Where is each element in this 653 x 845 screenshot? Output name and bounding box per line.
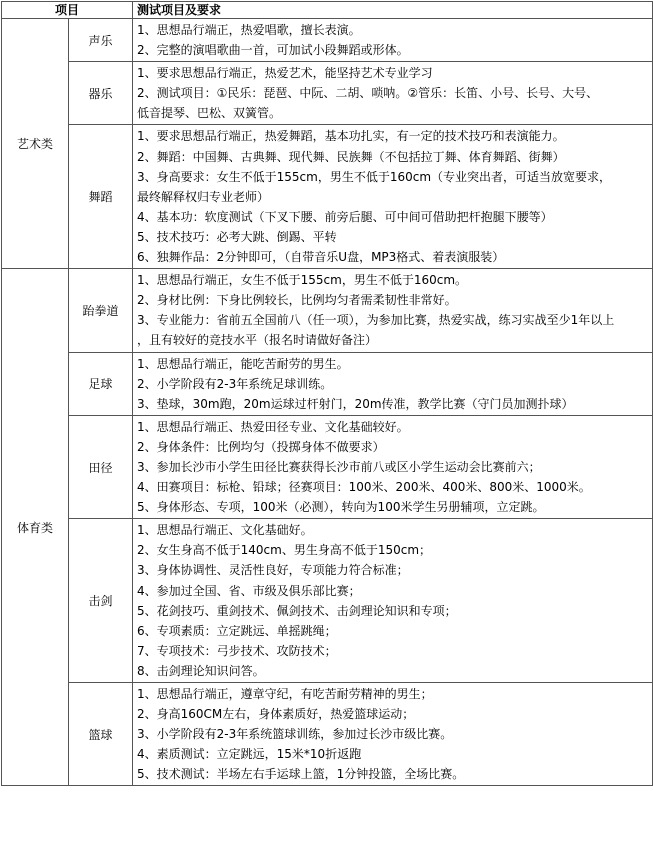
requirement-line: 5、花剑技巧、重剑技术、佩剑技术、击剑理论知识和专项； xyxy=(137,603,457,618)
requirement-line: 2、小学阶段有2-3年系统足球训练。 xyxy=(137,376,333,391)
requirement-line: 3、小学阶段有2-3年系统篮球训练，参加过长沙市级比赛。 xyxy=(137,727,453,742)
requirement-line: 2、完整的演唱歌曲一首，可加试小段舞蹈或形体。 xyxy=(137,43,409,58)
requirement-line: 1、要求思想品行端正，热爱艺术，能坚持艺术专业学习 xyxy=(137,66,433,81)
subject-name: 器乐 xyxy=(69,62,133,125)
requirement-line: 1、思想品行端正，女生不低于155cm，男生不低于160cm。 xyxy=(137,273,468,288)
header-row xyxy=(2,2,653,19)
requirement-line: 3、垫球，30m跑，20m运球过杆射门，20m传准，教学比赛（守门员加测扑球） xyxy=(137,396,574,411)
requirements-table xyxy=(1,1,653,786)
requirement-line: 1、思想品行端正，热爱唱歌，擅长表演。 xyxy=(137,23,361,37)
requirement-line: 2、身体条件：比例均匀（投掷身体不做要求） xyxy=(137,439,385,454)
requirement-line: 5、技术技巧：必考大跳、倒踢、平转 xyxy=(137,229,337,244)
requirement-line: 2、身材比例：下身比例较长，比例均匀者需柔韧性非常好。 xyxy=(137,293,457,308)
requirement-line: 1、要求思想品行端正，热爱舞蹈，基本功扎实，有一定的技术技巧和表演能力。 xyxy=(137,129,565,144)
requirement-line: 2、身高160CM左右，身体素质好，热爱篮球运动； xyxy=(137,707,415,722)
requirement-line: 1、思想品行端正，能吃苦耐劳的男生。 xyxy=(137,356,349,371)
requirement-line: 8、击剑理论知识问答。 xyxy=(137,663,265,678)
requirement-cell xyxy=(133,683,653,786)
subject-name: 篮球 xyxy=(69,683,133,786)
table-body xyxy=(2,19,653,786)
requirement-line: 6、专项素质：立定跳远、单摇跳绳； xyxy=(137,623,337,638)
subject-row xyxy=(2,125,653,269)
subject-row xyxy=(2,62,653,125)
requirement-cell xyxy=(133,269,653,352)
requirement-cell xyxy=(133,19,653,62)
header-requirements: 测试项目及要求 xyxy=(133,2,653,19)
subject-name: 跆拳道 xyxy=(69,269,133,352)
requirement-line: 最终解释权归专业老师） xyxy=(137,189,270,204)
subject-row xyxy=(2,269,653,352)
requirement-line: 4、素质测试：立定跳远，15米*10折返跑 xyxy=(137,747,362,762)
subject-name: 足球 xyxy=(69,352,133,415)
requirement-cell xyxy=(133,125,653,269)
subject-name: 舞蹈 xyxy=(69,125,133,269)
subject-name: 田径 xyxy=(69,415,133,518)
requirement-line: 4、基本功：软度测试（下叉下腰、前旁后腿、可中间可借助把杆抱腿下腰等） xyxy=(137,209,553,224)
requirement-line: 1、思想品行端正、热爱田径专业、文化基础较好。 xyxy=(137,419,409,434)
requirement-line: 4、参加过全国、省、市级及俱乐部比赛； xyxy=(137,583,361,598)
requirement-line: 1、思想品行端正、文化基础好。 xyxy=(137,523,313,538)
requirement-cell xyxy=(133,415,653,518)
requirement-line: 6、独舞作品：2分钟即可，（自带音乐U盘，MP3格式、着表演服装） xyxy=(137,250,505,265)
requirement-line: 5、身体形态、专项，100米（必测），转向为100米学生另册辅项，立定跳。 xyxy=(137,500,545,515)
requirement-line: 低音提琴、巴松、双簧管。 xyxy=(137,106,282,121)
requirement-line: 2、测试项目：①民乐：琵琶、中阮、二胡、唢呐。②管乐：长笛、小号、长号、大号、 xyxy=(137,86,599,101)
requirement-cell xyxy=(133,352,653,415)
requirement-line: 7、专项技术：弓步技术、攻防技术； xyxy=(137,643,337,658)
requirement-line: 5、技术测试：半场左右手运球上篮，1分钟投篮，全场比赛。 xyxy=(137,767,465,782)
requirement-line: 3、身高要求：女生不低于155cm，男生不低于160cm（专业突出者，可适当放宽要求， xyxy=(137,169,612,184)
requirement-line: 4、田赛项目：标枪、铅球；径赛项目：100米、200米、400米、800米、1000米。 xyxy=(137,480,591,495)
requirement-cell xyxy=(133,519,653,683)
requirement-line: 2、舞蹈：中国舞、古典舞、现代舞、民族舞（不包括拉丁舞、体育舞蹈、街舞） xyxy=(137,149,565,164)
subject-name: 击剑 xyxy=(69,519,133,683)
requirement-line: 3、参加长沙市小学生田径比赛获得长沙市前八或区小学生运动会比赛前六； xyxy=(137,459,541,474)
requirement-line: ，且有较好的竞技水平（报名时请做好备注） xyxy=(137,333,378,348)
category-name: 体育类 xyxy=(2,269,69,786)
requirement-cell xyxy=(133,62,653,125)
requirement-line: 2、女生身高不低于140cm、男生身高不低于150cm； xyxy=(137,543,432,558)
requirement-line: 3、身体协调性、灵活性良好，专项能力符合标准； xyxy=(137,563,409,578)
subject-row xyxy=(2,519,653,683)
subject-row xyxy=(2,19,653,62)
subject-row xyxy=(2,352,653,415)
subject-name: 声乐 xyxy=(69,19,133,62)
subject-row xyxy=(2,415,653,518)
requirement-line: 1、思想品行端正，遵章守纪，有吃苦耐劳精神的男生； xyxy=(137,687,433,701)
requirement-line: 3、专业能力：省前五全国前八（任一项），为参加比赛，热爱实战，练习实战至少1年以上 xyxy=(137,313,615,328)
category-name: 艺术类 xyxy=(2,19,69,269)
subject-row xyxy=(2,683,653,786)
header-project: 项目 xyxy=(2,2,133,19)
